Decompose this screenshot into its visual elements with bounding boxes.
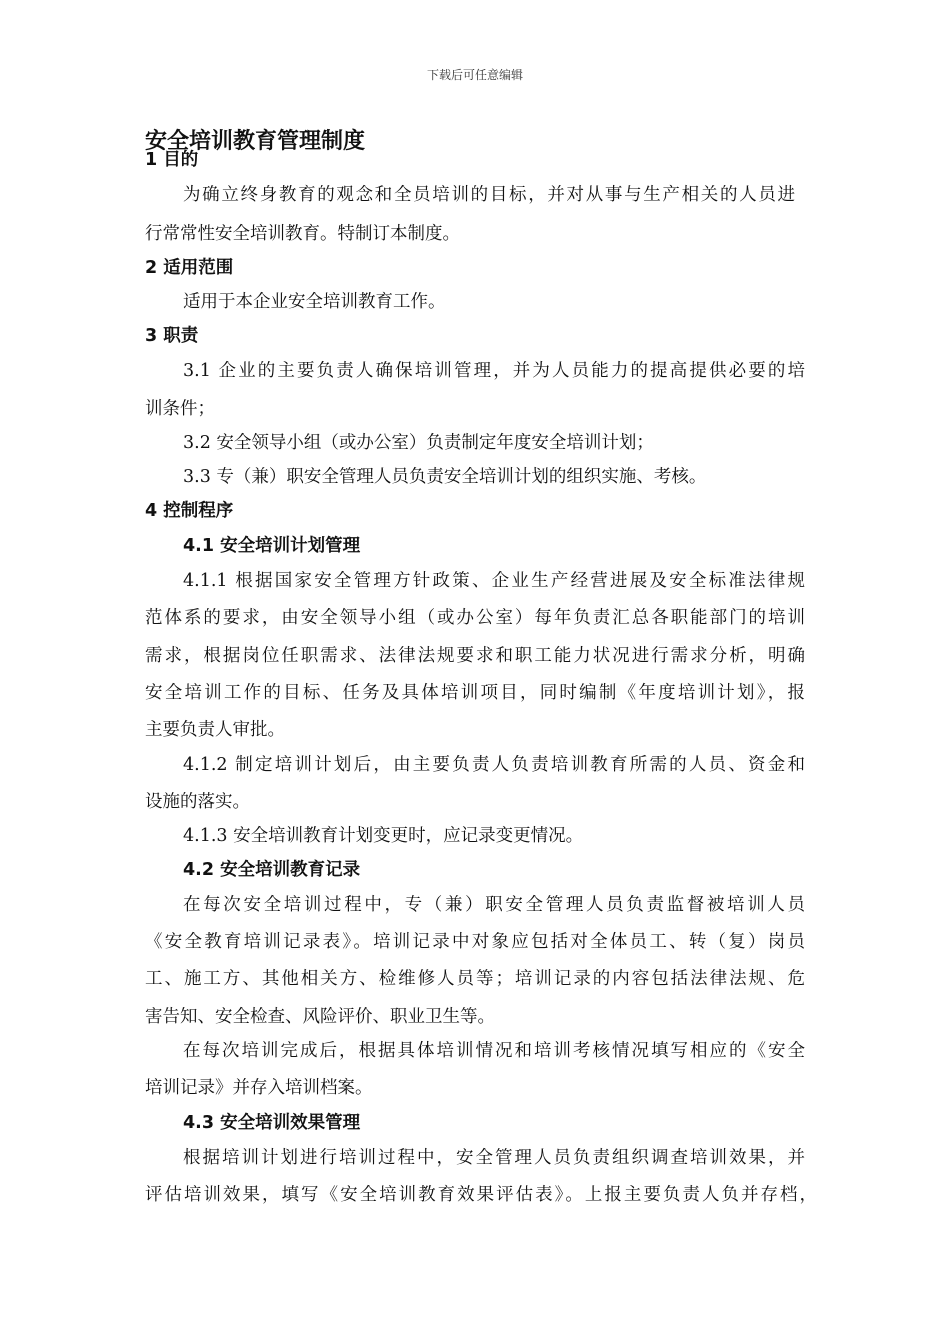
paragraph-line: 4.1.3 安全培训教育计划变更时，应记录变更情况。: [183, 826, 584, 846]
section-heading: 2 适用范围: [145, 258, 234, 278]
document-title: 安全培训教育管理制度: [145, 129, 366, 154]
paragraph-line: 3.2 安全领导小组（或办公室）负责制定年度安全培训计划；: [183, 433, 654, 453]
section-heading: 4 控制程序: [145, 501, 234, 521]
paragraph-line: 为确立终身教育的观念和全员培训的目标，并对从事与生产相关的人员进: [183, 185, 795, 205]
subsection-heading: 4.3 安全培训效果管理: [183, 1113, 361, 1133]
paragraph-line: 在每次安全培训过程中，专（兼）职安全管理人员负责监督被培训人员: [183, 895, 805, 915]
paragraph-line: 主要负责人审批。: [145, 720, 285, 740]
paragraph-line: 在每次培训完成后，根据具体培训情况和培训考核情况填写相应的《安全: [183, 1041, 805, 1061]
paragraph-line: 训条件；: [145, 399, 215, 419]
paragraph-line: 适用于本企业安全培训教育工作。: [183, 292, 446, 312]
section-heading: 3 职责: [145, 326, 199, 346]
paragraph-line: 3.3 专（兼）职安全管理人员负责安全培训计划的组织实施、考核。: [183, 467, 707, 487]
page-header: 下载后可任意编辑: [426, 68, 523, 82]
paragraph-line: 培训记录》并存入培训档案。: [145, 1078, 373, 1098]
paragraph-line: 行常常性安全培训教育。特制订本制度。: [145, 224, 460, 244]
paragraph-line: 安全培训工作的目标、任务及具体培训项目，同时编制《年度培训计划》，报: [145, 683, 805, 703]
paragraph-line: 评估培训效果，填写《安全培训教育效果评估表》。上报主要负责人负并存档，: [145, 1185, 817, 1205]
paragraph-line: 4.1.1 根据国家安全管理方针政策、企业生产经营进展及安全标准法律规: [183, 571, 805, 591]
section-heading: 1 目的: [145, 150, 199, 170]
paragraph-line: 需求，根据岗位任职需求、法律法规要求和职工能力状况进行需求分析，明确: [145, 646, 805, 666]
paragraph-line: 范体系的要求，由安全领导小组（或办公室）每年负责汇总各职能部门的培训: [145, 608, 805, 628]
paragraph-line: 工、施工方、其他相关方、检维修人员等；培训记录的内容包括法律法规、危: [145, 969, 805, 989]
paragraph-line: 害告知、安全检查、风险评价、职业卫生等。: [145, 1007, 495, 1027]
paragraph-line: 设施的落实。: [145, 792, 250, 812]
paragraph-line: 根据培训计划进行培训过程中，安全管理人员负责组织调查培训效果，并: [183, 1148, 805, 1168]
paragraph-line: 《安全教育培训记录表》。培训记录中对象应包括对全体员工、转（复）岗员: [145, 932, 805, 952]
paragraph-line: 4.1.2 制定培训计划后，由主要负责人负责培训教育所需的人员、资金和: [183, 755, 805, 775]
subsection-heading: 4.2 安全培训教育记录: [183, 860, 361, 880]
paragraph-line: 3.1 企业的主要负责人确保培训管理，并为人员能力的提高提供必要的培: [183, 361, 805, 381]
subsection-heading: 4.1 安全培训计划管理: [183, 536, 361, 556]
